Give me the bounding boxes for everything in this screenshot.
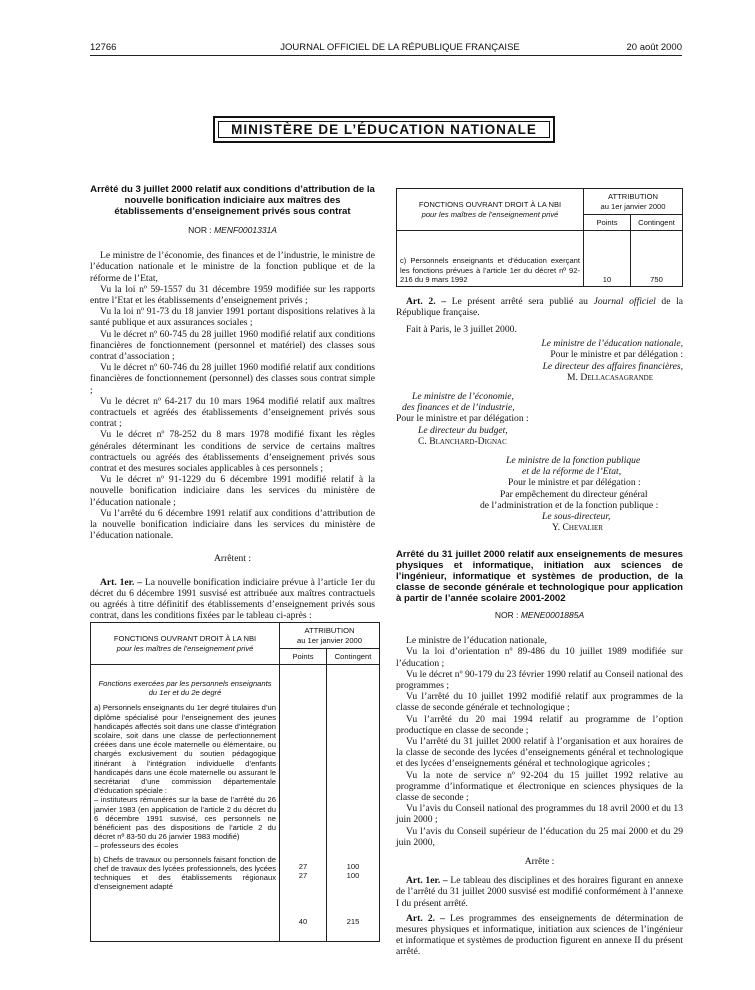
visa-paragraph: Vu l’arrêté du 10 juillet 1992 modifié relatif aux programmes de la classe de seconde générale et technologique ; [396,691,683,714]
contingent-b: 215 [346,917,360,927]
sig2-role: Le directeur du budget, [418,424,508,436]
journal-title: JOURNAL OFFICIEL DE LA RÉPUBLIQUE FRANÇAISE [280,42,520,53]
nor-label: NOR : [188,225,212,235]
nbi-table-left [90,622,380,942]
header-attribution-label: ATTRIBUTION [304,626,355,636]
arrete2-visas [396,635,683,848]
sig2-title2: des finances et de l’industrie, [402,402,515,414]
ministry-title-box [213,116,555,143]
visa-paragraph: Vu l’avis du Conseil national des programmes du 18 avril 2000 et du 13 juin 2000 ; [396,803,683,826]
art2-text: Les programmes des enseignements de détermination de mesures physiques et informatique, initiation aux sciences de l’ingénieur et informatique et systèmes de production figurent en annexe II du présent arrêté. [396,912,683,958]
table-header-points: Points [584,215,631,231]
art1-text: La nouvelle bonification indiciaire prévue à l’article 1er du décret du 6 décembre 1991 susvisé est attribuée aux maîtres contractuels ou agréés à titre définitif des établissements d’enseignement privés sous contrat, dans les conditions fixées par le tableau ci-après : [90,576,375,622]
left-column [90,184,375,622]
table-row [397,231,683,287]
arrete1-title: Arrêté du 3 juillet 2000 relatif aux conditions d’attribution de la nouvelle bonification indiciaire aux maîtres des établissements d’enseignement privés sous contrat [90,184,375,217]
ministry-title: MINISTÈRE DE L’ÉDUCATION NATIONALE [231,122,537,137]
sig2-delegation: Pour le ministre et par délégation : [396,413,529,425]
art1-label: Art. 1er. – [100,576,143,588]
table-cell-contingent [327,665,380,942]
arrete2-art1 [396,875,683,909]
contingent-c: 750 [631,231,683,287]
section-title: Fonctions exercées par les personnels enseignants du 1er et du 2e degré [98,679,272,698]
visa-paragraph: Vu l’arrêté du 6 décembre 1991 relatif aux conditions d’attribution de la nouvelle bonification indiciaire dans les services du ministère de l’éducation nationale. [90,507,375,542]
item-c: c) Personnels enseignants et d’éducation exerçant les fonctions prévues à l’article 1er du décret nº 92-216 du 9 mars 1992 [397,231,584,287]
place-date: Fait à Paris, le 3 juillet 2000. [406,324,517,335]
visa-paragraph: Vu l’arrêté du 31 juillet 2000 relatif à l’organisation et aux horaires de la classe de seconde des lycées d’enseignements général et technologique et des lycées d’enseignements général et technologique agricoles ; [396,736,683,770]
table-row [91,665,380,942]
item-a2: – professeurs des écoles [94,841,179,851]
page-number: 12766 [90,42,117,53]
sig2-title1: Le ministre de l’économie, [412,391,514,403]
sig1-role: Le directeur des affaires financières, [542,360,683,372]
sig1-delegation: Pour le ministre et par délégation : [550,349,683,361]
visa-paragraph: Vu la note de service nº 92-204 du 15 juillet 1992 relative au programme d’informatique et électronique en sciences physiques de la classe de seconde ; [396,769,683,804]
sig3-role: Le sous-directeur, [542,511,611,523]
table-cell-points [280,665,327,942]
art1-text: Le tableau des disciplines et des horaires figurant en annexe de l’arrêté du 31 juillet 2000 susvisé est modifié conformément à l’annexe I du présent arrêté. [396,875,683,909]
arrete2-nor [396,610,683,621]
arrete2-art2 [396,913,683,958]
table-cell-functions [91,665,280,942]
visa-paragraph: Vu le décret nº 78-252 du 8 mars 1978 modifié fixant les règles générales déterminant les conditions de service de certains maîtres contractuels ou agréés des établissements d’enseignement privés sous contrat et des mesures sociales applicables à ces personnels ; [90,429,375,475]
visa-paragraph: Vu le décret nº 64-217 du 10 mars 1964 modifié relatif aux maîtres contractuels et agréés des établissements d’enseignement privés sous contrat ; [90,395,375,430]
header-functions-sub: pour les maîtres de l’enseignement privé [116,643,254,653]
arrete2 [396,549,683,958]
art1-label: Art. 1er. – [406,875,448,887]
item-a: a) Personnels enseignants du 1er degré titulaires d’un diplôme spécialisé pour l’enseignement des jeunes handicapés affectés soit dans une classe d’intégration scolaire, soit dans une classe de perfectionnement créées dans une école maternelle ou élémentaire, ou chargés exclusivement du soutien pédagogique itinérant à l’intégration individuelle d’enfants handicapés dans une école maternelle ou assurant le secrétariat d’une commission départementale d’éducation spéciale : [94,703,276,796]
nor-code: MENF0001331A [214,225,277,235]
nor-code: MENE0001885A [520,610,585,620]
header-functions-label: FONCTIONS OUVRANT DROIT À LA NBI [113,634,257,644]
arrete1-visas [90,250,375,541]
arrete2-arrete: Arrête : [524,856,555,868]
header-attribution-label: ATTRIBUTION [607,192,659,202]
sig3-name: Y. Chevalier [552,522,603,534]
visa-paragraph: Vu la loi nº 59-1557 du 31 décembre 1959 modifiée sur les rapports entre l’Etat et les établissements d’enseignement privés ; [90,283,375,307]
table-header-points: Points [280,649,327,665]
signatures [396,324,683,533]
arrete1-arretent: Arrêtent : [213,553,252,565]
item-a1: – instituteurs rémunérés sur la base de l’arrêté du 26 janvier 1983 (en application de l’article 2 du décret du 6 décembre 1991 susvisé, ces personnels ne bénéficient pas des dispositions de l’article 2 du décret nº 83-50 du 26 janvier 1983 modifié) [94,795,276,842]
nbi-table-right [396,188,683,287]
arrete1-art2 [396,296,683,318]
sig3-title2: et de la réforme de l’Etat, [522,466,622,478]
art2-text-after: de la République française. [396,296,684,319]
contingent-a2: 100 [346,871,360,881]
arrete2-title: Arrêté du 31 juillet 2000 relatif aux enseignements de mesures physiques et informatique, initiation aux sciences de l’ingénieur, informatique et systèmes de production, de la classe de seconde générale et technologique pour application à partir de l’année scolaire 2001-2002 [396,549,683,604]
visa-paragraph: Vu le décret nº 60-746 du 28 juillet 1960 modifié relatif aux conditions financières de fonctionnement (personnel) des classes sous contrat simple ; [90,362,375,396]
header-attribution-sub: au 1er janvier 2000 [296,635,362,645]
visa-paragraph: Vu le décret nº 91-1229 du 6 décembre 1991 modifié relatif à la nouvelle bonification indiciaire dans les services du ministère de l’éducation nationale ; [90,474,375,508]
table-header-functions [397,189,584,231]
sig3-delegation: Pour le ministre et par délégation : [508,477,641,489]
visa-paragraph: Le ministre de l’économie, des finances et de l’industrie, le ministre de l’éducation nationale et le ministre de la fonction publique et de la réforme de l’Etat, [90,250,375,284]
visa-paragraph: Vu le décret nº 60-745 du 28 juillet 1960 modifié relatif aux conditions financières de fonctionnement (personnel et matériel) des classes sous contrat d’association ; [90,328,375,363]
sig3-impediment2: de l’administration et de la fonction publique : [480,499,659,511]
table-header-contingent: Contingent [327,649,380,665]
sig3-title1: Le ministre de la fonction publique [506,455,641,467]
visa-paragraph: Le ministre de l’éducation nationale, [406,635,547,647]
header-rule [90,55,682,56]
arrete1-art1 [90,577,375,622]
nor-label: NOR : [494,610,519,620]
visa-paragraph: Vu l’arrêté du 20 mai 1994 relatif au programme de l’option productique en classe de seconde ; [396,713,683,736]
points-c: 10 [584,231,631,287]
art2-journal: Journal officiel [593,296,656,307]
visa-paragraph: Vu l’avis du Conseil supérieur de l’éducation du 25 mai 2000 et du 29 juin 2000, [396,825,683,848]
issue-date: 20 août 2000 [626,42,682,53]
table-header-attribution [280,623,380,649]
art2-text-before: Le présent arrêté sera publié au [451,296,588,307]
table-header-contingent: Contingent [631,215,683,231]
contingent-a1: 100 [346,862,360,871]
points-b: 40 [298,917,308,927]
points-a2: 27 [298,871,308,881]
sig2-name: C. Blanchard-Dignac [418,435,507,447]
visa-paragraph: Vu le décret nº 90-179 du 23 février 1990 relatif au Conseil national des programmes ; [396,668,683,692]
arrete1-nor [90,225,375,236]
visa-paragraph: Vu la loi nº 91-73 du 18 janvier 1991 portant dispositions relatives à la santé publique et aux assurances sociales ; [90,306,375,329]
header-functions-sub: pour les maîtres de l’enseignement privé [421,209,559,219]
sig3-impediment1: Par empêchement du directeur général [500,488,648,500]
header-functions-label: FONCTIONS OUVRANT DROIT À LA NBI [418,200,562,210]
table-header-attribution [584,189,683,215]
points-a1: 27 [298,862,308,871]
sig1-name: M. Dellacasagrande [567,371,653,383]
art2-label: Art. 2. – [406,912,445,924]
item-b: b) Chefs de travaux ou personnels faisant fonction de chef de travaux des lycées professionnels, des lycées techniques et des établissements régionaux d’enseignement adapté [94,854,276,892]
visa-paragraph: Vu la loi d’orientation nº 89-486 du 10 juillet 1989 modifiée sur l’éducation ; [396,646,683,669]
sig1-title: Le ministre de l’éducation nationale, [541,338,683,350]
art2-label: Art. 2. – [406,296,447,307]
header-attribution-sub: au 1er janvier 2000 [600,201,666,211]
table-header-functions [91,623,280,665]
